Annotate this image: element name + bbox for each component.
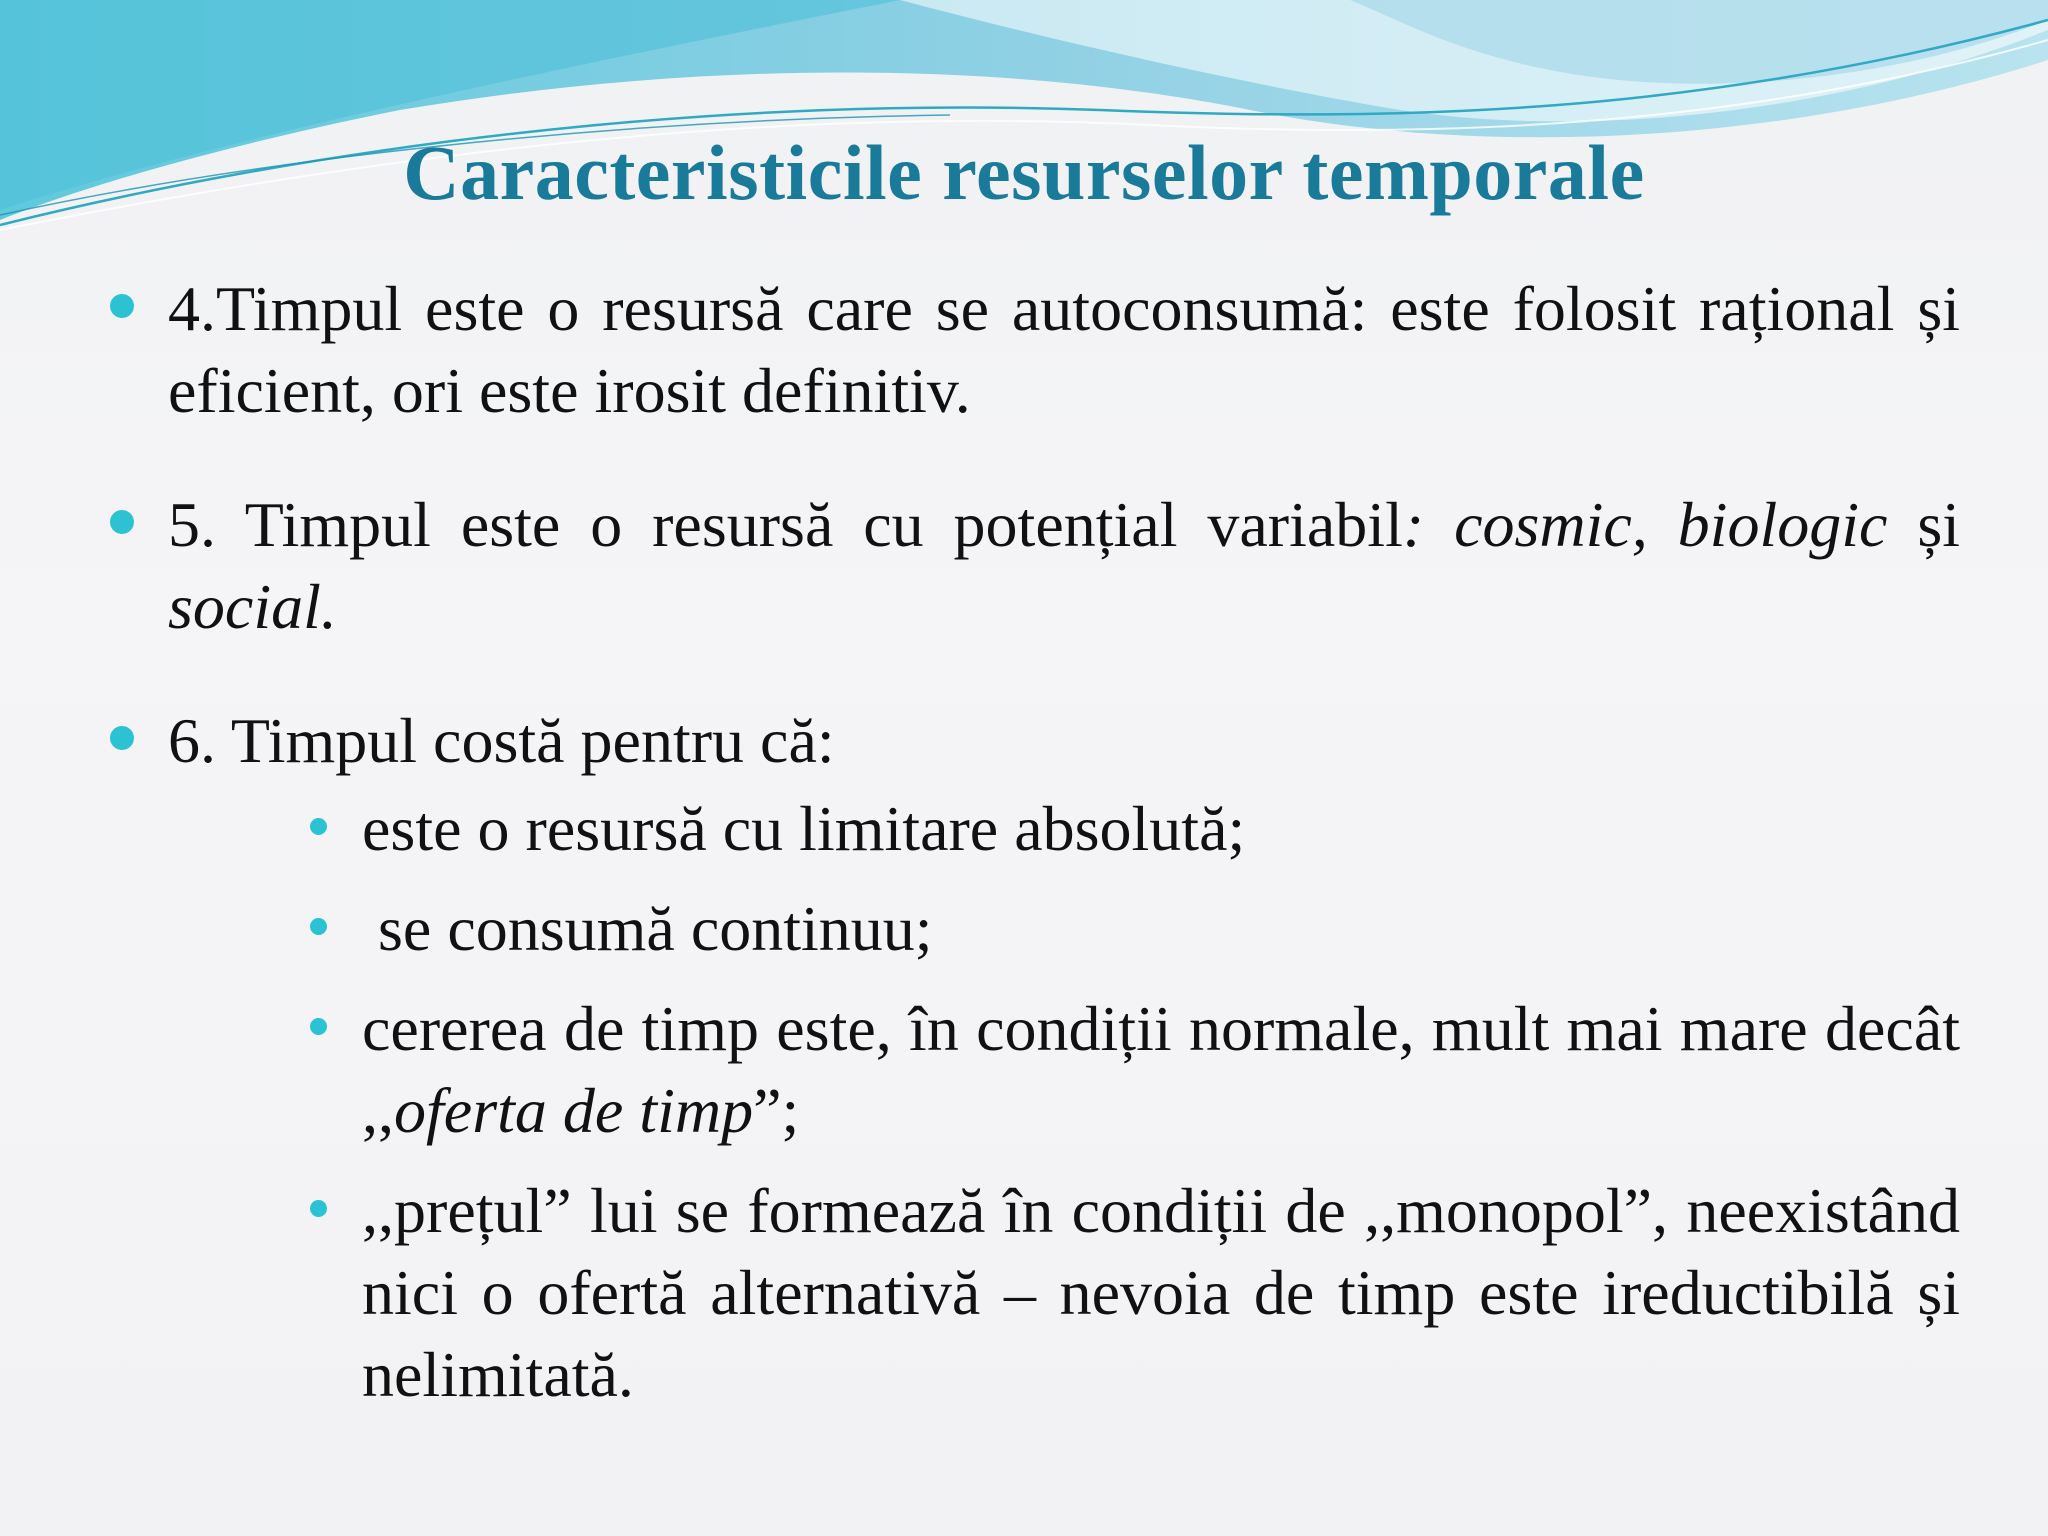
sub-bullet-text: ”;: [753, 1075, 800, 1146]
bullet-item-italic-text: social.: [168, 571, 337, 642]
sub-bullet-item: [310, 988, 1960, 1152]
sub-bullet-item: [310, 1170, 1960, 1416]
sub-bullet-dot-icon: [310, 1200, 327, 1217]
sub-bullet-text: ,,prețul” lui se formează în condiții de ,,monopol”, neexistând nici o ofertă alternativă – nevoia de timp este ireductibilă și nelimitată.: [362, 1175, 1960, 1410]
sub-bullet-dot-icon: [310, 1018, 327, 1035]
bullet-item-4: [110, 268, 1960, 432]
sub-bullet-dot-icon: [310, 818, 327, 835]
sub-bullet-italic-text: oferta de timp: [394, 1075, 754, 1146]
bullet-item-text: și: [1887, 489, 1961, 560]
sub-bullet-text: se consumă continuu;: [362, 893, 933, 964]
sub-bullet-text: este o resursă cu limitare absolută;: [362, 793, 1246, 864]
sub-bullet-text: cererea de timp este, în condiții normale, mult mai mare decât ,,: [362, 993, 1960, 1146]
bullet-dot-icon: [110, 294, 134, 318]
sub-bullet-list: [110, 788, 1960, 1416]
sub-bullet-dot-icon: [310, 918, 327, 935]
bullet-dot-icon: [110, 510, 134, 534]
bullet-item-italic-text: : cosmic, biologic: [1402, 489, 1888, 560]
bullet-dot-icon: [110, 726, 134, 750]
bullet-item-text: 6. Timpul costă pentru că:: [168, 705, 835, 776]
bullet-item-6: [110, 700, 1960, 782]
bullet-list: [110, 268, 1960, 1434]
bullet-item-5: [110, 484, 1960, 648]
slide-title: Caracteristicile resurselor temporale: [403, 129, 1645, 216]
sub-bullet-item: [310, 888, 1960, 970]
bullet-item-text: 4.Timpul este o resursă care se autoconsumă: este folosit rațional și eficient, ori este irosit definitiv.: [168, 273, 1960, 426]
bullet-item-text: 5. Timpul este o resursă cu potențial variabil: [168, 489, 1403, 560]
sub-bullet-item: [310, 788, 1960, 870]
